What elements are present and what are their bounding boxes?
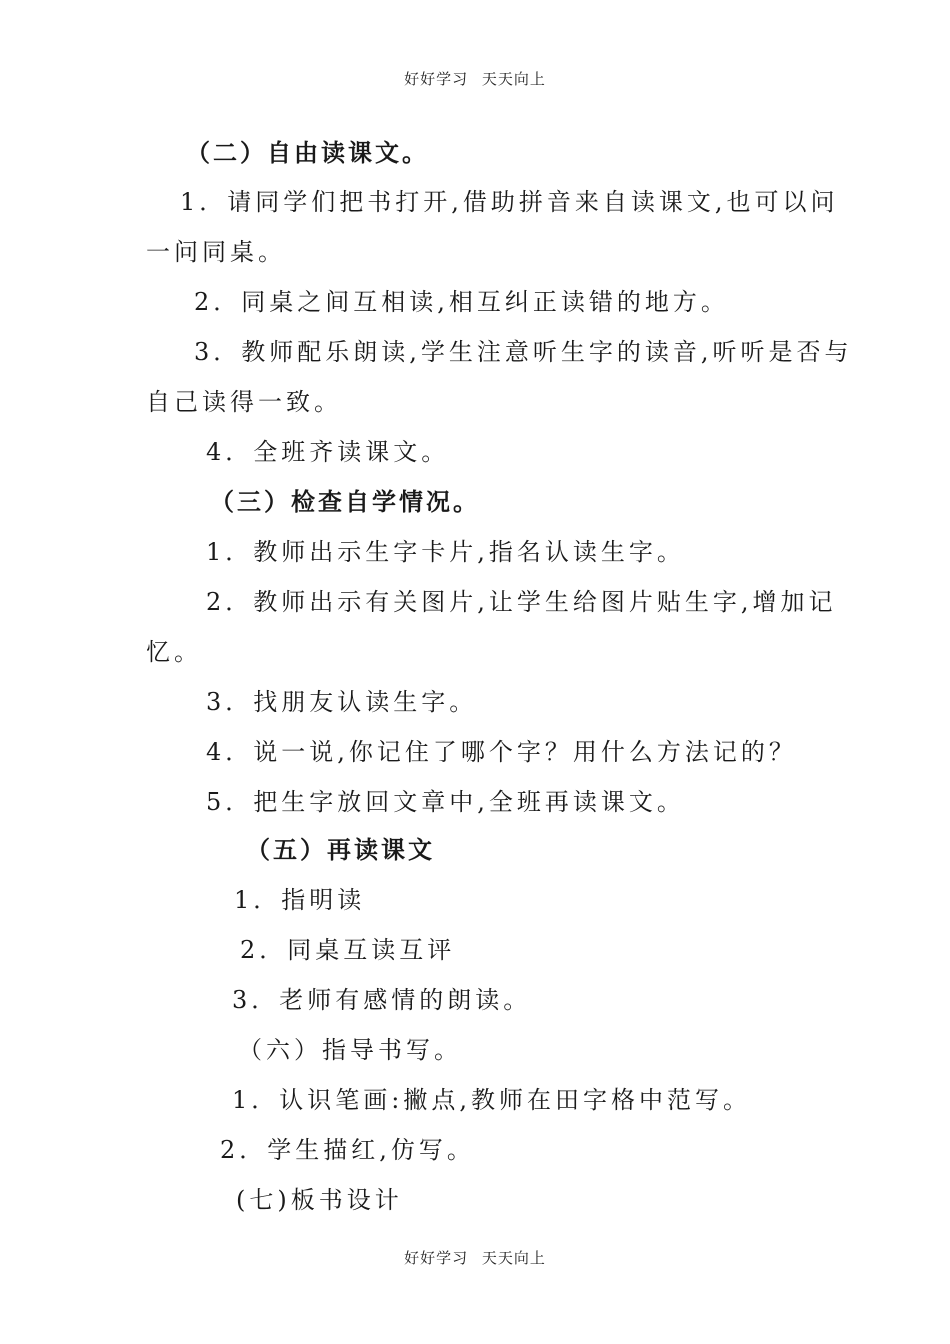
header-left-text: 好好学习 [404, 70, 469, 88]
paragraph-line: 4．全班齐读课文。 [206, 438, 450, 466]
paragraph-line: 2．同桌互读互评 [240, 936, 456, 964]
paragraph-line: 3．老师有感情的朗读。 [232, 986, 532, 1014]
footer-left-text: 好好学习 [404, 1249, 469, 1267]
paragraph-line: 2．同桌之间互相读,相互纠正读错的地方。 [194, 288, 729, 316]
paragraph-line: 4．说一说,你记住了哪个字？用什么方法记的？ [206, 738, 797, 766]
section-heading-2: （二）自由读课文。 [186, 138, 429, 167]
paragraph-line: 忆。 [146, 638, 202, 666]
paragraph-line: 5．把生字放回文章中,全班再读课文。 [206, 788, 685, 816]
paragraph-line: 自己读得一致。 [146, 388, 342, 416]
page-header [0, 68, 950, 89]
paragraph-line: 3．教师配乐朗读,学生注意听生字的读音,听听是否与 [194, 338, 853, 366]
footer-right-text: 天天向上 [481, 1249, 546, 1267]
section-heading-6: （六）指导书写。 [238, 1036, 462, 1064]
paragraph-line: 1．认识笔画:撇点,教师在田字格中范写。 [232, 1086, 751, 1114]
paragraph-line: 一问同桌。 [146, 238, 286, 266]
paragraph-line: 2．教师出示有关图片,让学生给图片贴生字,增加记 [206, 588, 837, 616]
paragraph-line: 1．教师出示生字卡片,指名认读生字。 [206, 538, 685, 566]
section-heading-7: (七)板书设计 [236, 1186, 403, 1214]
section-heading-3: （三）检查自学情况。 [210, 487, 480, 516]
header-right-text: 天天向上 [481, 70, 546, 88]
page-footer [0, 1247, 950, 1268]
paragraph-line: 1．请同学们把书打开,借助拼音来自读课文,也可以问 [180, 188, 839, 216]
section-heading-5: （五）再读课文 [246, 835, 435, 864]
paragraph-line: 1．指明读 [234, 886, 366, 914]
paragraph-line: 3．找朋友认读生字。 [206, 688, 478, 716]
paragraph-line: 2．学生描红,仿写。 [220, 1136, 475, 1164]
